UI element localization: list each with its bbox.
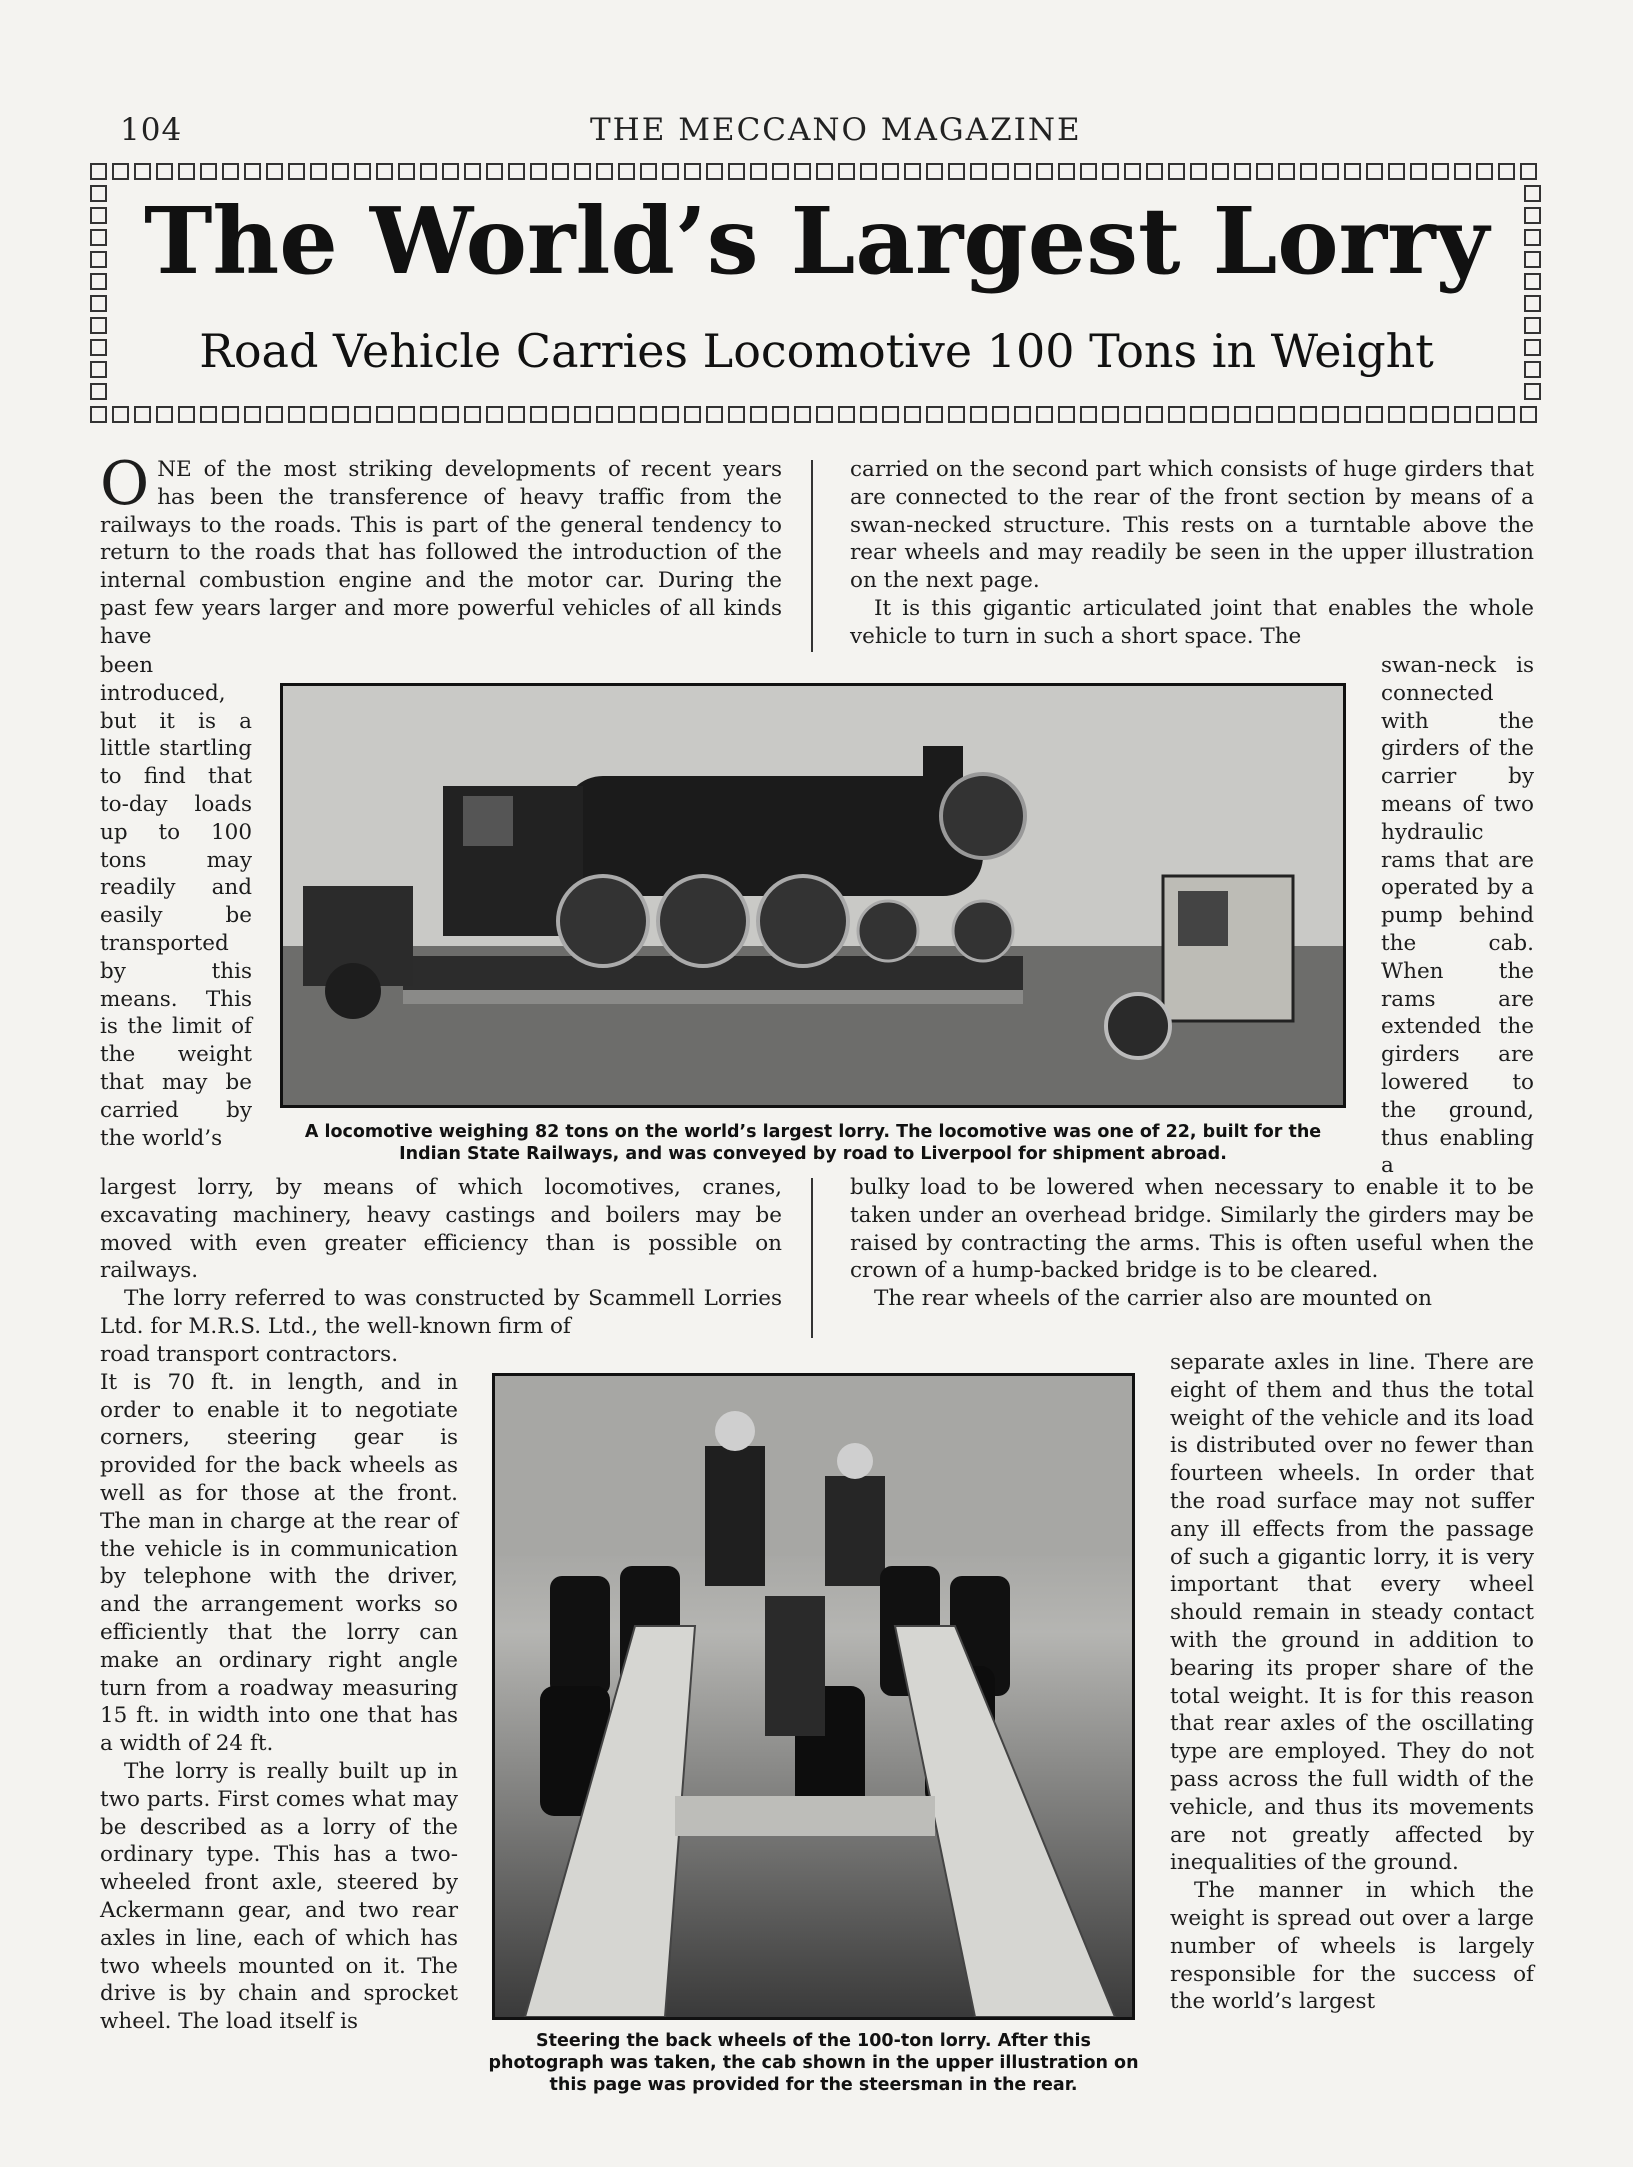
article-subtitle: Road Vehicle Carries Locomotive 100 Tons in Weight <box>199 324 1434 378</box>
border-square <box>574 163 591 180</box>
border-square <box>310 406 327 423</box>
border-square <box>794 406 811 423</box>
locomotive-lorry-photo <box>280 683 1346 1108</box>
border-square <box>464 406 481 423</box>
border-square <box>574 406 591 423</box>
border-square <box>1058 163 1075 180</box>
border-square <box>640 163 657 180</box>
border-square <box>1278 406 1295 423</box>
border-square <box>1454 406 1471 423</box>
border-square <box>332 163 349 180</box>
border-square <box>1036 406 1053 423</box>
border-square <box>112 406 129 423</box>
border-square <box>816 163 833 180</box>
border-square <box>926 406 943 423</box>
border-square <box>1300 163 1317 180</box>
right-top-p1: carried on the second part which consists of huge girders that are connected to the rear of the front section by means of a swan-necked structure. This rests on a turntable above the rear wheels and may readily be seen in the upper illustration on the next page. <box>850 457 1534 594</box>
border-square <box>222 163 239 180</box>
border-square <box>156 163 173 180</box>
border-square <box>1524 383 1541 400</box>
border-square <box>970 163 987 180</box>
border-square <box>376 163 393 180</box>
border-square <box>1454 163 1471 180</box>
border-square <box>530 163 547 180</box>
border-square <box>1190 406 1207 423</box>
right-mid-text <box>850 1174 1534 1313</box>
left-lower-p2: The lorry is really built up in two parts. First comes what may be described as a lorry of the ordinary type. This has a two-wheeled front axle, steered by Ackermann gear, and two rear axles in line, each of which has two wheels mounted on it. The drive is by chain and sprocket wheel. The load itself is <box>100 1758 458 2035</box>
border-square <box>508 163 525 180</box>
border-square <box>728 406 745 423</box>
steering-back-wheels-photo <box>492 1373 1135 2020</box>
border-square <box>860 406 877 423</box>
border-square <box>1234 406 1251 423</box>
border-square <box>1410 406 1427 423</box>
top-photo-caption: A locomotive weighing 82 tons on the world’s largest lorry. The locomotive was one of 22, built for the Indian State Railways, and was conveyed by road to Liverpool for shipment abroad. <box>304 1122 1322 1164</box>
border-square <box>816 406 833 423</box>
border-square <box>156 406 173 423</box>
border-square <box>1124 163 1141 180</box>
left-lower-p1: It is 70 ft. in length, and in order to enable it to negotiate corners, steering gear is provided for the back wheels as well as for those at the front. The man in charge at the rear of the vehicle is in communication by telephone with the driver, and the arrangement works so efficiently that the lorry can make an ordinary right angle turn from a roadway measuring 15 ft. in width into one that has a width of 24 ft. <box>100 1369 458 1757</box>
border-square <box>1146 406 1163 423</box>
column-rule-top <box>811 460 813 652</box>
border-square <box>618 163 635 180</box>
border-square <box>464 163 481 180</box>
border-square <box>244 406 261 423</box>
border-square <box>1080 163 1097 180</box>
right-lower-text <box>1170 1349 1534 2016</box>
border-square <box>1366 163 1383 180</box>
border-square <box>750 406 767 423</box>
border-square <box>134 406 151 423</box>
border-square <box>376 406 393 423</box>
border-square <box>90 383 107 400</box>
border-square <box>134 163 151 180</box>
border-square <box>1102 163 1119 180</box>
border-square <box>772 163 789 180</box>
border-square <box>1432 406 1449 423</box>
border-square <box>1036 163 1053 180</box>
right-top-text <box>850 456 1534 651</box>
border-square <box>354 406 371 423</box>
border-square <box>1212 163 1229 180</box>
border-square <box>684 163 701 180</box>
border-square <box>266 163 283 180</box>
border-square <box>794 163 811 180</box>
border-square <box>1278 163 1295 180</box>
border-square <box>640 406 657 423</box>
border-square <box>1432 163 1449 180</box>
border-square <box>1300 406 1317 423</box>
border-square <box>750 163 767 180</box>
intro-text: NE of the most striking developments of recent years has been the transference of heavy traffic from the railways to the roads. This is part of the general tendency to return to the roads that has followed the introduction of the internal combustion engine and the motor car. During the past few years larger and more powerful vehicles of all kinds have <box>100 457 782 649</box>
border-square <box>1498 163 1515 180</box>
border-square <box>90 163 107 180</box>
border-square <box>1124 406 1141 423</box>
right-narrow-text: swan-neck is connected with the girders of the carrier by means of two hydraulic rams that are operated by a pump behind the cab. When the rams are extended the girders are lowered to the ground, thus enabling a <box>1381 653 1534 1179</box>
left-narrow-text: been introduced, but it is a little startling to find that to-day loads up to 100 tons may readily and easily be transported by this means. This is the limit of the weight that may be carried by the world’s <box>100 653 252 1151</box>
right-lower-p1: separate axles in line. There are eight of them and thus the total weight of the vehicle and its load is distributed over no fewer than fourteen wheels. In order that the road surface may not suffer any ill effects from the passage of such a gigantic lorry, it is very important that every wheel should remain in steady contact with the ground in addition to bearing its proper share of the total weight. It is for this reason that rear axles of the oscillating type are employed. They do not pass across the full width of the vehicle, and thus its movements are not greatly affected by inequalities of the ground. <box>1170 1350 1534 1876</box>
border-square <box>706 406 723 423</box>
border-square <box>1520 406 1537 423</box>
border-square <box>508 406 525 423</box>
border-square <box>1146 163 1163 180</box>
border-square <box>838 163 855 180</box>
column-rule-mid <box>811 1178 813 1338</box>
border-square <box>1410 163 1427 180</box>
border-square <box>200 406 217 423</box>
border-square <box>1388 163 1405 180</box>
border-square <box>992 406 1009 423</box>
bottom-photo-caption: Steering the back wheels of the 100-ton lorry. After this photograph was taken, the cab shown in the upper illustration on this page was provided for the steersman in the rear. <box>488 2031 1139 2095</box>
article-title: The World’s Largest Lorry <box>143 187 1490 295</box>
border-square <box>1080 406 1097 423</box>
border-square <box>1256 163 1273 180</box>
page-number: 104 <box>120 112 183 148</box>
border-square <box>310 163 327 180</box>
border-square <box>1190 163 1207 180</box>
border-square <box>178 163 195 180</box>
border-square <box>1322 406 1339 423</box>
border-square <box>398 163 415 180</box>
border-square <box>288 406 305 423</box>
border-square <box>112 163 129 180</box>
border-square <box>882 406 899 423</box>
border-square <box>1058 406 1075 423</box>
border-square <box>90 295 107 312</box>
border-square <box>1014 406 1031 423</box>
border-square <box>1212 406 1229 423</box>
border-square <box>992 163 1009 180</box>
border-square <box>90 406 107 423</box>
border-square <box>1476 406 1493 423</box>
right-mid-p2: The rear wheels of the carrier also are mounted on <box>874 1286 1432 1312</box>
border-square <box>1168 406 1185 423</box>
border-square <box>926 163 943 180</box>
border-square <box>1520 163 1537 180</box>
border-square <box>552 406 569 423</box>
border-square <box>970 406 987 423</box>
border-square <box>1476 163 1493 180</box>
border-square <box>596 163 613 180</box>
border-square <box>684 406 701 423</box>
border-square <box>530 406 547 423</box>
intro-paragraph <box>100 449 782 651</box>
border-square <box>1498 406 1515 423</box>
border-square <box>1014 163 1031 180</box>
border-square <box>332 406 349 423</box>
left-mid-p1: largest lorry, by means of which locomotives, cranes, excavating machinery, heavy castings and boilers may be moved with even greater efficiency than is possible on railways. <box>100 1175 782 1284</box>
border-square <box>288 163 305 180</box>
right-top-p2: It is this gigantic articulated joint that enables the whole vehicle to turn in such a short space. The <box>850 595 1534 649</box>
right-mid-p1: bulky load to be lowered when necessary to enable it to be taken under an overhead bridge. Similarly the girders may be raised by contracting the arms. This is often useful when the crown of a hump-backed bridge is to be cleared. <box>850 1175 1534 1284</box>
border-square <box>772 406 789 423</box>
border-square <box>398 406 415 423</box>
border-square <box>244 163 261 180</box>
left-mid-text <box>100 1174 782 1341</box>
border-square <box>1344 163 1361 180</box>
border-square <box>948 163 965 180</box>
border-square <box>552 163 569 180</box>
border-square <box>1256 406 1273 423</box>
border-square <box>882 163 899 180</box>
border-square <box>1102 406 1119 423</box>
left-lower-text <box>100 1341 458 2036</box>
border-square <box>596 406 613 423</box>
border-square <box>354 163 371 180</box>
border-square <box>222 406 239 423</box>
border-square <box>442 406 459 423</box>
border-square <box>904 163 921 180</box>
border-square <box>618 406 635 423</box>
border-square <box>860 163 877 180</box>
border-square <box>420 406 437 423</box>
border-square <box>662 406 679 423</box>
border-square <box>948 406 965 423</box>
border-square <box>1322 163 1339 180</box>
border-square <box>1234 163 1251 180</box>
border-square <box>706 163 723 180</box>
left-mid-p2: The lorry referred to was constructed by Scammell Lorries Ltd. for M.R.S. Ltd., the well-known firm of <box>100 1286 782 1339</box>
border-square <box>662 163 679 180</box>
border-square <box>1168 163 1185 180</box>
border-square <box>1524 295 1541 312</box>
border-square <box>486 163 503 180</box>
drop-cap: O <box>100 449 150 519</box>
right-lower-p2: The manner in which the weight is spread out over a large number of wheels is largely responsible for the success of the world’s largest <box>1170 1878 1534 2015</box>
border-square <box>486 406 503 423</box>
border-square <box>1344 406 1361 423</box>
border-square <box>420 163 437 180</box>
left-lower-lead: road transport contractors. <box>100 1342 399 1367</box>
border-square <box>904 406 921 423</box>
magazine-title: THE MECCANO MAGAZINE <box>590 112 1082 148</box>
border-square <box>838 406 855 423</box>
border-square <box>442 163 459 180</box>
border-square <box>178 406 195 423</box>
border-square <box>200 163 217 180</box>
border-square <box>728 163 745 180</box>
border-square <box>1388 406 1405 423</box>
border-square <box>1366 406 1383 423</box>
border-square <box>266 406 283 423</box>
